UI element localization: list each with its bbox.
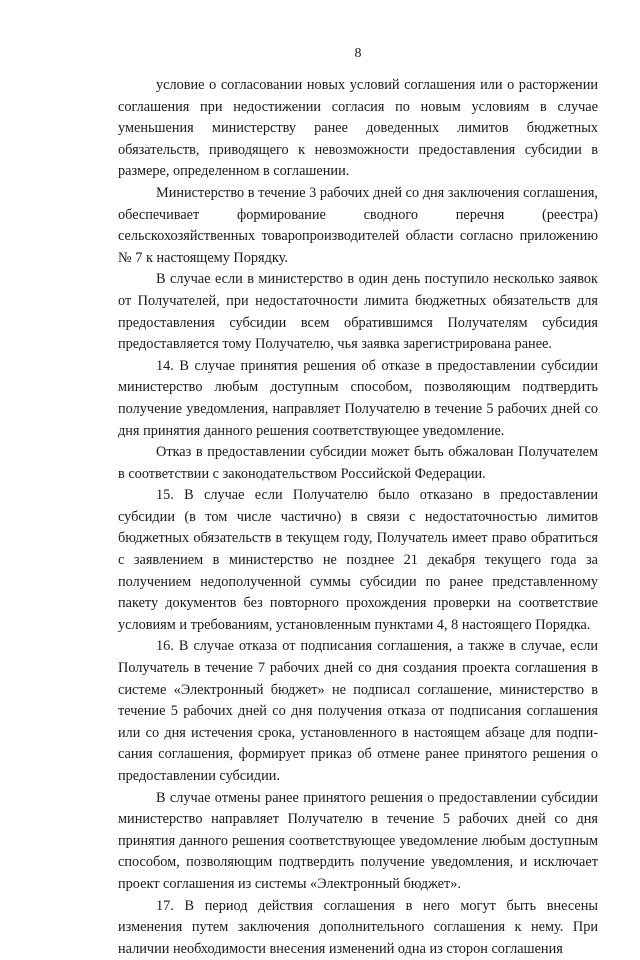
paragraph-cancellation: В случае отмены ранее принятого решения о предоставлении субсидии министерство направляет Получателю в течение 5 рабочих дней со дня принятия данного решения соответствующее уведомление любым доступным способом, позволяющим подтвердить получение уведомления, и исключает проект соглашения из системы «Электронный бюджет». bbox=[118, 789, 598, 892]
paragraph-continuation: условие о согласовании новых условий соглашения или о расторжении соглашения при недостижении согласия по новым условиям в случае уменьшения министерству ранее доведенных лимитов бюджетных обязательств, приводящего к невозможности предоставления субсидии в размере, определенном в соглашении. bbox=[118, 77, 598, 180]
paragraph-item-16: 16. В случае отказа от подписания соглашения, а также в случае, если Получатель в течение 7 рабочих дней со дня создания проекта соглашения в системе «Электронный бюджет» не подписал соглашение, министерство в течение 5 рабочих дней со дня получения отказа от подписания соглашения или со дня истечения срока, установленного в настоящем абзаце для подписания соглашения, формирует приказ об отмене ранее принятого решения о предоставлении субсидии. bbox=[118, 638, 598, 784]
paragraph-registry: Министерство в течение 3 рабочих дней со дня заключения соглашения, обеспечивает формирование сводного перечня (реестра) сельскохозяйственных товаропроизводителей области согласно приложению № 7 к настоящему Порядку. bbox=[118, 184, 598, 266]
document-body bbox=[118, 75, 598, 960]
paragraph-item-14: 14. В случае принятия решения об отказе в предоставлении субсидии министерство любым доступным способом, позволяющим подтвердить получение уведомления, направляет Получателю в течение 5 рабочих дней со дня принятия данного решения соответствующее уведомление. bbox=[118, 357, 598, 439]
paragraph-item-17: 17. В период действия соглашения в него могут быть внесены изменения путем заключения дополнительного соглашения к нему. При наличии необходимости внесения изменений одна из сторон соглашения bbox=[118, 897, 598, 957]
paragraph-appeal: Отказ в предоставлении субсидии может быть обжалован Получателем в соответствии с законодательством Российской Федерации. bbox=[118, 444, 598, 482]
paragraph-item-15: 15. В случае если Получателю было отказано в предоставлении субсидии (в том числе частично) в связи с недостаточностью лимитов бюджетных обязательств в текущем году, Получатель имеет право обратиться с заявлением в министерство не позднее 21 декабря текущего года за получением недополученной суммы субсидии по ранее представленному пакету документов без повторного прохождения проверки на соответствие условиям и требованиям, установленным пунктами 4, 8 настоящего Порядка. bbox=[118, 487, 598, 633]
paragraph-multiple-applications: В случае если в министерство в один день поступило несколько заявок от Получателей, при недостаточности лимита бюджетных обязательств для предоставления субсидии всем обратившимся Получателям субсидия предоставляется тому Получателю, чья заявка зарегистрирована ранее. bbox=[118, 271, 598, 353]
page-number: 8 bbox=[354, 46, 362, 61]
